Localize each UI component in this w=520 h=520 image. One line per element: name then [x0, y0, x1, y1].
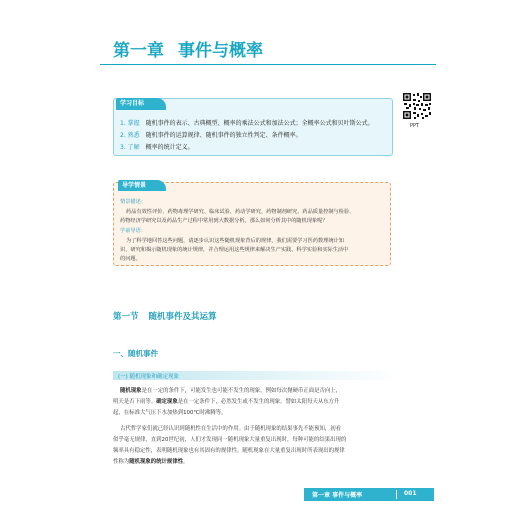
- goal-level: 2. 熟悉: [120, 132, 140, 139]
- paragraph-line: [113, 457, 189, 465]
- subsubsection-title: (一) 随机现象和确定现象: [118, 374, 180, 380]
- text-span: 是在一定条件下，必然发生或不发生的现象。譬如太阳每天从东方升: [177, 399, 340, 405]
- guide-tag: 导学情景: [118, 180, 166, 191]
- paragraph-line: 起，在标准大气压下水加热到100℃时沸腾等。: [113, 410, 227, 416]
- qr-label: PPT: [410, 123, 420, 129]
- section-title: [113, 310, 217, 322]
- text-span: 明天是否下雨等。: [113, 399, 157, 405]
- learn-line: 的问题。: [120, 256, 141, 262]
- qr-code-icon[interactable]: [402, 92, 432, 120]
- scene-line: 药品有效性评价、药物毒理学研究、临床试验、药动学研究、药物制剂研究、药品质量控制与检验、: [126, 209, 355, 215]
- chapter-number: 第一章: [113, 41, 164, 61]
- goal-level: 1. 掌握: [120, 120, 140, 127]
- scene-line: 药物经济学研究以及药品生产过程中常用到大数据分析。那么如何分析其中的随机现象呢？: [120, 218, 328, 224]
- paragraph-line: 频率具有稳定性，表明随机现象也有其固有的规律性。随机现象在大量重复出现时所表现出的规律: [113, 448, 345, 454]
- footer-separator: [396, 490, 397, 499]
- guide-box: [113, 182, 391, 266]
- learning-goals-tag: 学习目标: [116, 98, 166, 110]
- chapter-title: [113, 36, 263, 61]
- text-span: 。: [183, 459, 189, 465]
- paragraph-line: [113, 397, 339, 405]
- goal-item: [120, 130, 302, 139]
- learn-heading: 学前导语：: [120, 228, 146, 234]
- paragraph-line: 似乎毫无规律，直到20世纪初，人们才发现同一随机现象大量重复出现时，每种可能的结果出现的: [113, 437, 347, 443]
- learn-line: 为了科学地回答这些问题，请逐步认识这些随机现象背后的规律，我们需要学习医药数理统计知: [126, 238, 344, 244]
- goal-text: 随机事件的表示、古典概型、概率的乘法公式和加法公式；全概率公式和贝叶斯公式。: [145, 120, 374, 127]
- footer-chapter: 第一章 事件与概率: [312, 492, 363, 499]
- chapter-divider: [100, 64, 436, 65]
- paragraph-line: [120, 386, 341, 394]
- term-deterministic-phenomenon: 确定现象: [156, 399, 178, 405]
- paragraph-line: 古代哲学家们就已经认识到随机性在生活中的作用。由于随机现象的结果事先不能预知，初看: [120, 426, 342, 432]
- section-number: 第一节: [113, 312, 139, 322]
- chapter-name: 事件与概率: [178, 41, 263, 61]
- text-span: 性称为: [113, 459, 130, 465]
- page-number: 001: [404, 490, 417, 497]
- goal-text: 概率的统计定义。: [145, 144, 194, 151]
- term-statistical-regularity: 随机现象的统计规律性: [129, 459, 184, 465]
- goal-item: [120, 118, 374, 127]
- learn-line: 识，研究和揭示随机现象的统计规律，并合理运用这些规律来解决生产实践、科学实验和实际生活中: [120, 247, 349, 253]
- text-span: 是在一定的条件下，可能发生也可能不发生的现象。例如每次抛硬币正面是否向上，: [141, 388, 342, 394]
- section-name: 随机事件及其运算: [148, 312, 217, 322]
- subsection-title: 一、随机事件: [113, 349, 158, 358]
- goal-text: 随机事件的运算规律、随机事件的独立性判定、条件概率。: [145, 132, 302, 139]
- goal-item: [120, 142, 194, 151]
- term-random-phenomenon: 随机现象: [120, 388, 142, 394]
- goal-level: 3. 了解: [120, 144, 140, 151]
- scene-heading: 情景描述：: [120, 199, 146, 205]
